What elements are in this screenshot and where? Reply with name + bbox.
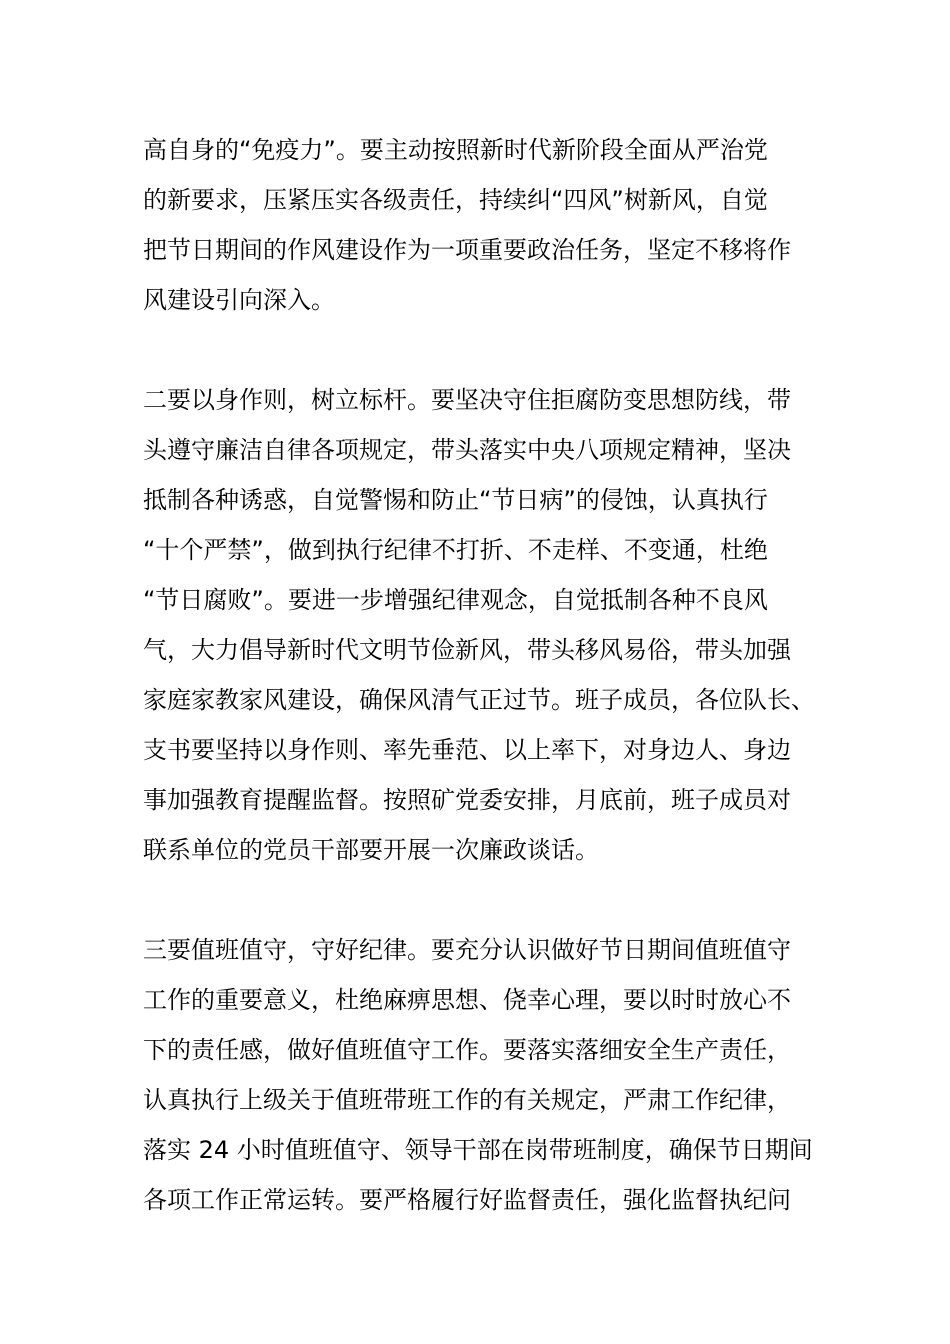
text-line: 联系单位的党员干部要开展一次廉政谈话。 [143, 836, 599, 864]
text-line: 抵制各种诱惑，自觉警惕和防止“节日病”的侵蚀，认真执行 [143, 486, 768, 514]
text-line: 风建设引向深入。 [143, 286, 335, 314]
text-line: 支书要坚持以身作则、率先垂范、以上率下，对身边人、身边 [143, 736, 791, 764]
text-line: 各项工作正常运转。要严格履行好监督责任，强化监督执纪问 [143, 1186, 791, 1214]
text-line: 落实 24 小时值班值守、领导干部在岗带班制度，确保节日期间 [143, 1136, 813, 1164]
text-line: 二要以身作则，树立标杆。要坚决守住拒腐防变思想防线，带 [143, 386, 791, 414]
text-line: 家庭家教家风建设，确保风清气正过节。班子成员，各位队长、 [143, 686, 815, 714]
text-line: 的新要求，压紧压实各级责任，持续纠“四风”树新风，自觉 [143, 186, 768, 214]
text-line: 认真执行上级关于值班带班工作的有关规定，严肃工作纪律， [143, 1086, 791, 1114]
text-line: 头遵守廉洁自律各项规定，带头落实中央八项规定精神，坚决 [143, 436, 791, 464]
text-line: 把节日期间的作风建设作为一项重要政治任务，坚定不移将作 [143, 236, 791, 264]
text-line: 下的责任感，做好值班值守工作。要落实落细安全生产责任， [143, 1036, 791, 1064]
text-line: 高自身的“免疫力”。要主动按照新时代新阶段全面从严治党 [143, 136, 768, 164]
text-line: 事加强教育提醒监督。按照矿党委安排，月底前，班子成员对 [143, 786, 791, 814]
text-line: 三要值班值守，守好纪律。要充分认识做好节日期间值班值守 [143, 936, 791, 964]
text-line: 工作的重要意义，杜绝麻痹思想、侥幸心理，要以时时放心不 [143, 986, 791, 1014]
text-line: “十个严禁”，做到执行纪律不打折、不走样、不变通，杜绝 [143, 536, 768, 564]
text-line: 气，大力倡导新时代文明节俭新风，带头移风易俗，带头加强 [143, 636, 791, 664]
text-line: “节日腐败”。要进一步增强纪律观念，自觉抵制各种不良风 [143, 586, 768, 614]
